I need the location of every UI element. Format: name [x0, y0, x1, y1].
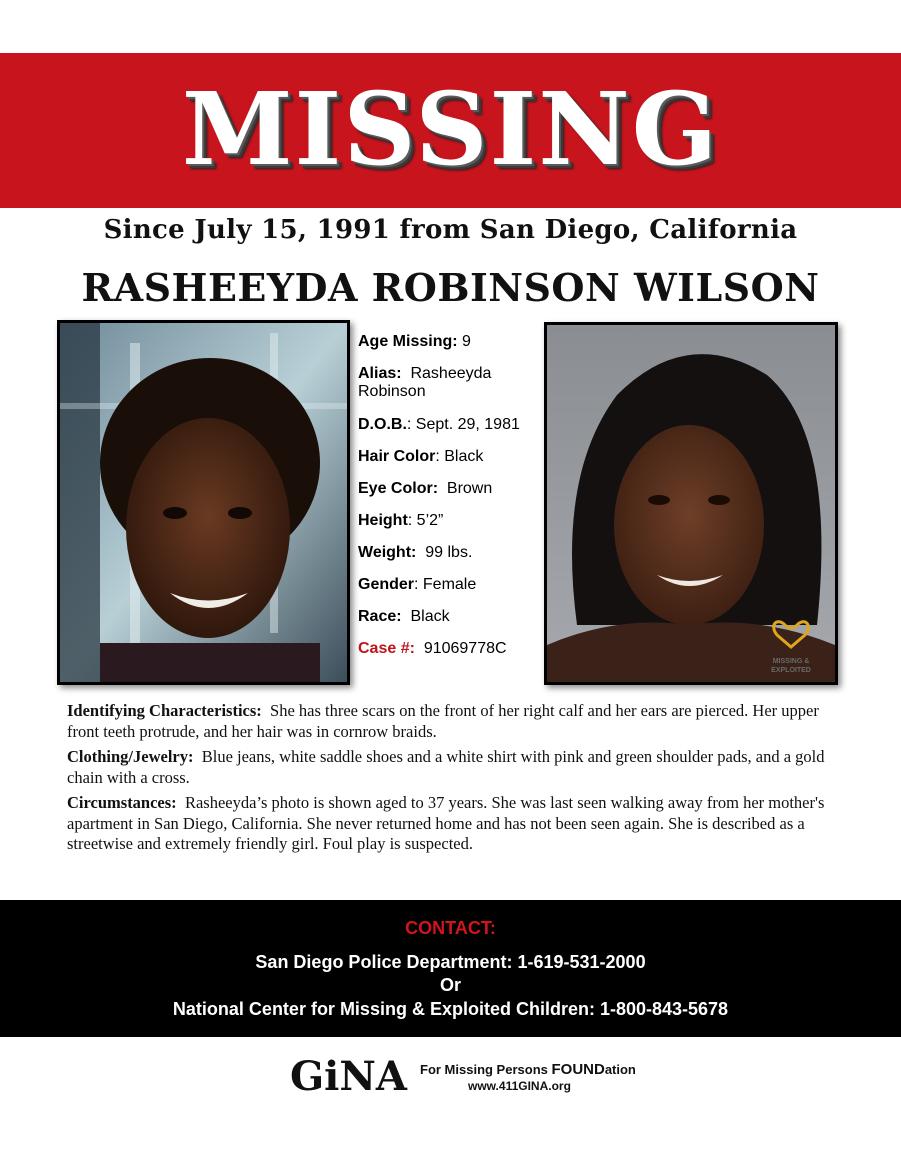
childhood-photo-image — [60, 323, 347, 682]
gina-logo: GiNA — [290, 1053, 407, 1100]
detail-label: Weight: — [358, 544, 417, 561]
detail-dob — [358, 416, 543, 448]
identifying-paragraph — [67, 701, 837, 742]
detail-age — [358, 333, 543, 365]
detail-hair-color — [358, 448, 543, 480]
contact-or: Or — [439, 975, 461, 995]
watermark-line1: MISSING & — [772, 658, 810, 665]
clothing-text: Blue jeans, white saddle shoes and a white shirt with pink and green shoulder pads, and a gold chain with a cross. — [67, 747, 825, 787]
age-progressed-photo-image — [547, 325, 835, 682]
clothing-label: Clothing/Jewelry: — [67, 747, 194, 766]
detail-value: : Female — [414, 576, 477, 593]
detail-label: Case #: — [358, 640, 415, 657]
childhood-photo — [57, 320, 350, 685]
description-section — [67, 701, 837, 860]
person-name: RASHEEYDA ROBINSON WILSON — [81, 265, 820, 310]
circumstances-text: Rasheeyda’s photo is shown aged to 37 years. She was last seen walking away from her mother's apartment in San Diego, California. She never returned home and has not been seen again. She is described as a streetwise and extremely friendly girl. Foul play is suspected. — [67, 793, 825, 853]
detail-label: Height — [358, 512, 408, 529]
contact-police: San Diego Police Department: 1-619-531-2000 — [255, 952, 646, 972]
missing-title: MISSING — [181, 70, 720, 188]
detail-alias — [358, 365, 543, 416]
gina-url: www.411GINA.org — [468, 1079, 571, 1093]
gina-footer — [290, 1053, 650, 1103]
contact-ncmec: National Center for Missing & Exploited Children: 1-800-843-5678 — [172, 999, 729, 1019]
missing-since-line: Since July 15, 1991 from San Diego, California — [103, 215, 798, 245]
detail-label: D.O.B. — [358, 416, 407, 433]
detail-value: 99 lbs. — [425, 544, 473, 561]
detail-weight — [358, 544, 543, 576]
detail-value: 9 — [462, 333, 471, 350]
detail-label: Gender — [358, 576, 415, 593]
gina-tagline-suffix: ation — [604, 1062, 636, 1077]
identifying-text: She has three scars on the front of her right calf and her ears are pierced. Her upper front teeth protrude, and her hair was in cornrow braids. — [67, 701, 819, 741]
gina-tagline-prefix: For Missing Persons — [420, 1062, 552, 1077]
detail-race — [358, 608, 543, 640]
detail-label: Age Missing: — [358, 333, 458, 350]
detail-gender — [358, 576, 543, 608]
detail-height — [358, 512, 543, 544]
gina-tagline — [420, 1061, 636, 1078]
contact-title: CONTACT: — [405, 918, 496, 938]
detail-value: 91069778C — [423, 640, 507, 657]
detail-value: : 5’2” — [407, 512, 444, 529]
detail-value: Brown — [446, 480, 493, 497]
age-progressed-photo — [544, 322, 838, 685]
detail-label: Race: — [358, 608, 402, 625]
clothing-paragraph — [67, 747, 837, 788]
circumstances-label: Circumstances: — [67, 793, 177, 812]
detail-case-number — [358, 640, 543, 672]
detail-value: : Black — [435, 448, 484, 465]
detail-value: Black — [410, 608, 450, 625]
detail-eye-color — [358, 480, 543, 512]
detail-label: Hair Color — [358, 448, 436, 465]
detail-value: Rasheeyda Robinson — [358, 365, 492, 400]
contact-section — [0, 900, 901, 1037]
circumstances-paragraph — [67, 793, 837, 855]
identifying-label: Identifying Characteristics: — [67, 701, 262, 720]
gina-tagline-strong: FOUND — [551, 1061, 605, 1078]
details-list — [358, 333, 543, 672]
detail-label: Alias: — [358, 365, 402, 382]
detail-label: Eye Color: — [358, 480, 439, 497]
watermark-line2: EXPLOITED — [771, 667, 811, 674]
detail-value: : Sept. 29, 1981 — [406, 416, 520, 433]
